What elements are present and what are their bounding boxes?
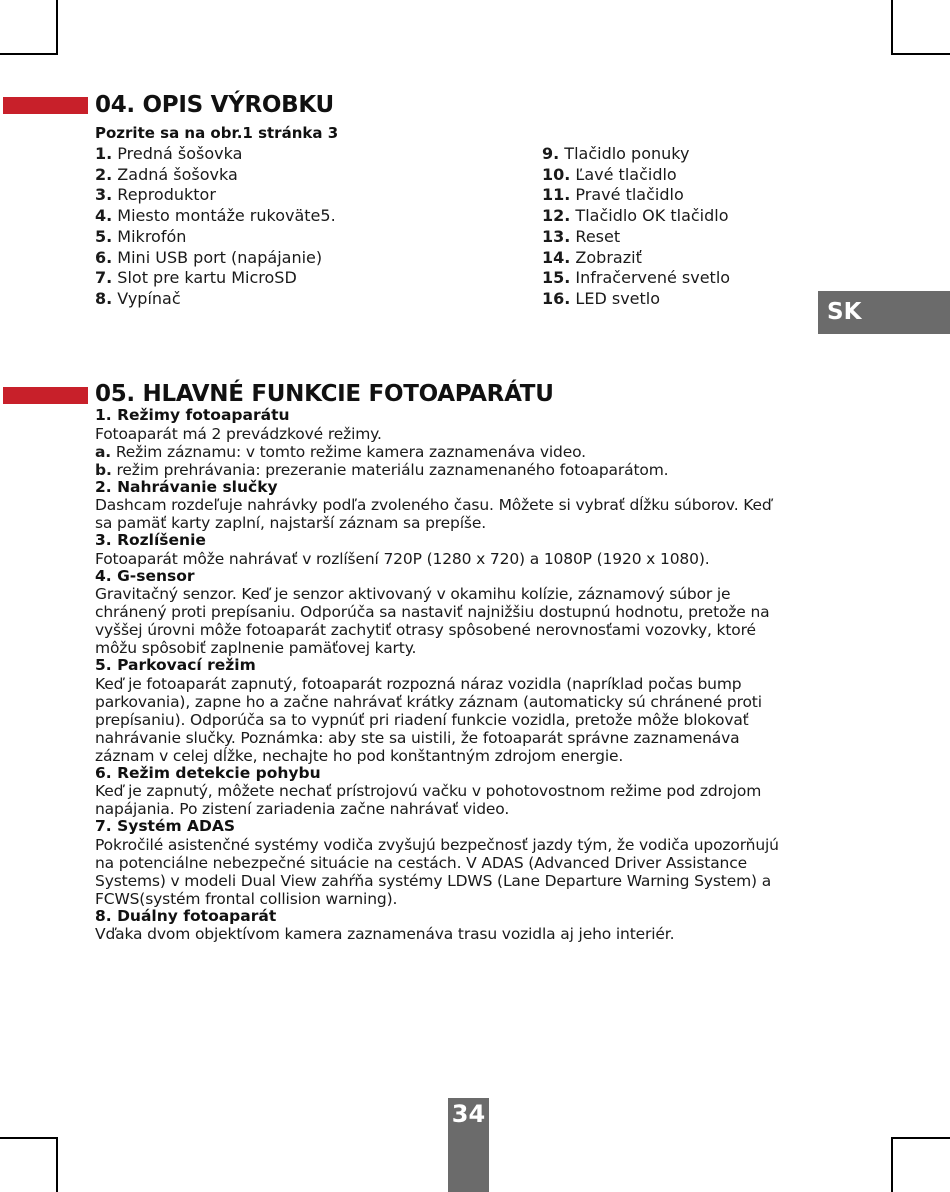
language-tab: SK: [818, 291, 950, 334]
feature-text: napájania. Po zistení zariadenia začne nahrávať video.: [95, 800, 510, 818]
list-item: 15. Infračervené svetlo: [542, 268, 731, 288]
feature-text: Keď je fotoaparát zapnutý, fotoaparát rozpozná náraz vozidla (napríklad počas bump: [95, 674, 742, 693]
feature-title: 5. Parkovací režim: [95, 656, 256, 674]
feature-title: 3. Rozlíšenie: [95, 531, 206, 549]
crop-mark-bottom-right-v: [891, 1137, 893, 1192]
feature-title: 8. Duálny fotoaparát: [95, 906, 277, 925]
list-item: 4. Miesto montáže rukoväte5.: [95, 206, 336, 226]
list-item: 9. Tlačidlo ponuky: [542, 144, 690, 163]
feature-title: 4. G-sensor: [95, 566, 195, 585]
feature-title: 2. Nahrávanie slučky: [95, 477, 278, 496]
feature-text: b. režim prehrávania: prezeranie materiálu zaznamenaného fotoaparátom.: [95, 460, 669, 479]
list-item: 1. Predná šošovka: [95, 144, 243, 163]
feature-title: 7. Systém ADAS: [95, 817, 236, 835]
parts-list-left: [95, 144, 336, 310]
feature-text: Vďaka dvom objektívom kamera zaznamenáva trasu vozidla aj jeho interiér.: [95, 925, 675, 943]
feature-text: Gravitačný senzor. Keď je senzor aktivovaný v okamihu kolízie, záznamový súbor je: [95, 585, 731, 603]
crop-mark-top-right-v: [891, 0, 893, 55]
crop-mark-top-left-h: [0, 53, 58, 55]
feature-text: na potenciálne nebezpečné situácie na cestách. V ADAS (Advanced Driver Assistance: [95, 853, 747, 872]
feature-title: 1. Režimy fotoaparátu: [95, 406, 290, 424]
list-item: 14. Zobraziť: [542, 247, 642, 267]
section-accent-bar: [3, 97, 88, 114]
feature-text: Fotoaparát má 2 prevádzkové režimy.: [95, 424, 382, 443]
list-item: 7. Slot pre kartu MicroSD: [95, 268, 297, 288]
feature-block: [95, 479, 855, 533]
feature-text: sa pamäť karty zaplní, najstarší záznam sa prepíše.: [95, 514, 486, 532]
crop-mark-top-right-h: [891, 53, 950, 55]
list-item: 12. Tlačidlo OK tlačidlo: [542, 206, 729, 226]
list-item: 6. Mini USB port (napájanie): [95, 247, 323, 267]
features-body: [95, 407, 855, 943]
feature-text: a. Režim záznamu: v tomto režime kamera zaznamenáva video.: [95, 442, 586, 461]
section-04-heading: 04. OPIS VÝROBKU: [95, 92, 334, 118]
feature-text: Keď je zapnutý, môžete nechať prístrojovú vačku v pohotovostnom režime pod zdrojom: [95, 782, 762, 800]
list-item: 5. Mikrofón: [95, 226, 187, 246]
feature-block: [95, 568, 855, 658]
feature-text: prepísaniu). Odporúča sa to vypnúť pri riadení funkcie vozidla, pretože môže blokovať: [95, 710, 749, 729]
feature-text: nahrávanie slučky. Poznámka: aby ste sa uistili, že fotoaparát správne zaznamenáva: [95, 728, 740, 747]
feature-text: FCWS(systém frontal collision warning).: [95, 889, 398, 908]
feature-text: Fotoaparát môže nahrávať v rozlíšení 720P (1280 x 720) a 1080P (1920 x 1080).: [95, 549, 710, 568]
section-accent-bar: [3, 387, 88, 404]
feature-text: Pokročilé asistenčné systémy vodiča zvyšujú bezpečnosť jazdy tým, že vodiča upozorňujú: [95, 835, 779, 854]
crop-mark-bottom-right-h: [891, 1137, 950, 1139]
feature-text: parkovania), zapne ho a začne nahrávať krátky záznam (automaticky sú chránené proti: [95, 692, 762, 711]
crop-mark-top-left-v: [56, 0, 58, 55]
feature-text: Dashcam rozdeľuje nahrávky podľa zvoleného času. Môžete si vybrať dĺžku súborov. Keď: [95, 496, 772, 514]
feature-text: chránený proti prepísaniu. Odporúča sa nastaviť najnižšiu dostupnú hodnotu, pretože na: [95, 603, 770, 621]
feature-text: Systems) v modeli Dual View zahŕňa systémy LDWS (Lane Departure Warning System) a: [95, 871, 772, 890]
list-item: 2. Zadná šošovka: [95, 164, 238, 184]
feature-text: môžu spôsobiť zaplnenie pamäťovej karty.: [95, 639, 417, 657]
feature-block: [95, 532, 855, 568]
crop-mark-bottom-left-h: [0, 1137, 58, 1139]
section-04-subheading: Pozrite sa na obr.1 stránka 3: [95, 124, 339, 142]
list-item: 3. Reproduktor: [95, 185, 216, 205]
feature-text: vyššej úrovni môže fotoaparát zachytiť otrasy spôsobené nerovnosťami vozovky, ktoré: [95, 621, 756, 639]
parts-list-right: [542, 144, 730, 310]
section-05-heading: 05. HLAVNÉ FUNKCIE FOTOAPARÁTU: [95, 381, 554, 407]
feature-title: 6. Režim detekcie pohybu: [95, 763, 321, 782]
list-item: 8. Vypínač: [95, 288, 181, 308]
list-item: 13. Reset: [542, 226, 621, 246]
list-item: 10. Ľavé tlačidlo: [542, 164, 677, 184]
feature-block: [95, 657, 855, 765]
feature-text: záznam v celej dĺžke, nechajte ho pod konštantným zdrojom energie.: [95, 746, 624, 765]
list-item: 11. Pravé tlačidlo: [542, 185, 684, 205]
feature-block: [95, 407, 855, 479]
feature-block: [95, 818, 855, 908]
list-item: 16. LED svetlo: [542, 288, 661, 308]
crop-mark-bottom-left-v: [56, 1137, 58, 1192]
page-number: 34: [451, 1100, 486, 1128]
feature-block: [95, 908, 855, 944]
feature-block: [95, 765, 855, 819]
